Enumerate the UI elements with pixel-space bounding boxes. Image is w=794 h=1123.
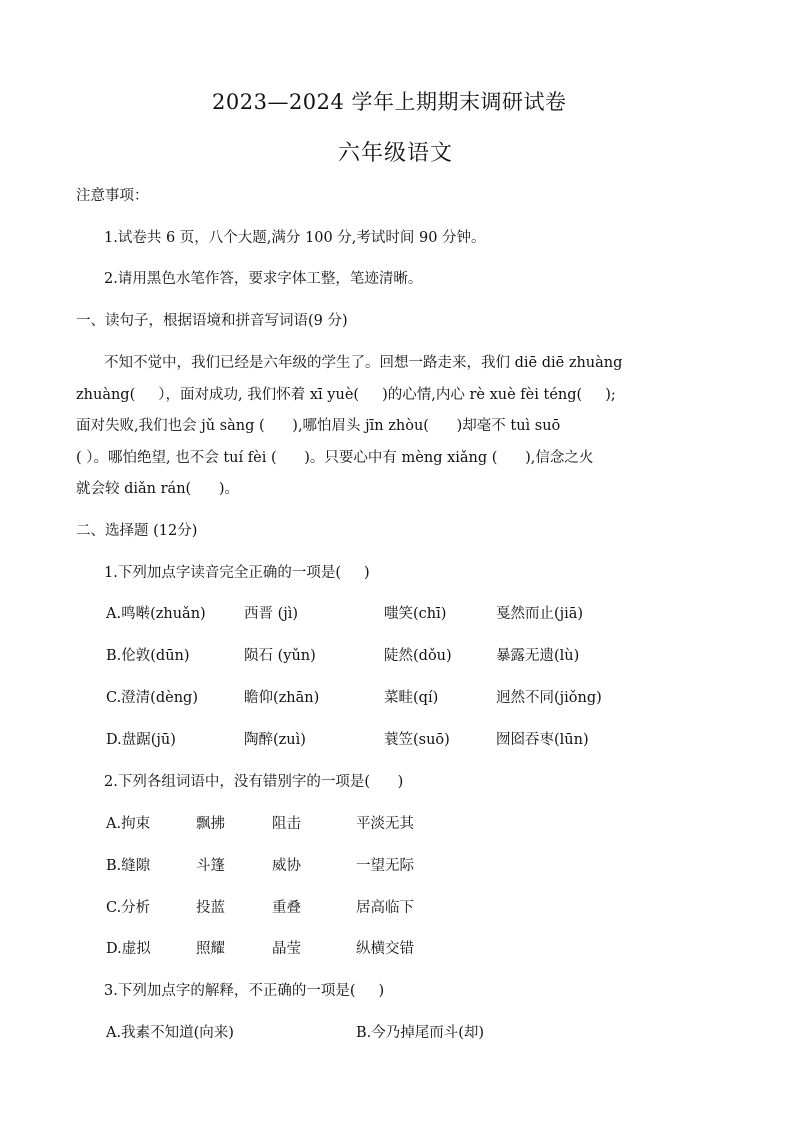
notice-heading: 注意事项： — [76, 188, 149, 204]
option-cell: 西晋 (jì) — [244, 606, 299, 622]
question-stem: 2.下列各组词语中，没有错别字的一项是( ) — [104, 774, 404, 790]
option-cell: 暴露无遗(lù) — [496, 648, 580, 664]
option-cell: 嗤笑(chī) — [384, 606, 447, 622]
option-cell: B.今乃掉尾而斗(却) — [356, 1025, 485, 1041]
option-cell: 居高临下 — [356, 900, 414, 916]
notice-item: 1.试卷共 6 页，八个大题,满分 100 分,考试时间 90 分钟。 — [104, 230, 486, 246]
section-heading: 二、选择题 (12分) — [76, 523, 198, 539]
option-cell: A.我素不知道(向来) — [106, 1025, 234, 1041]
option-cell: 陨石 (yǔn) — [244, 648, 316, 664]
exam-title: 2023—2024 学年上期期末调研试卷 — [212, 90, 567, 114]
option-cell: C.分析 — [106, 900, 151, 916]
option-cell: 飘拂 — [196, 816, 225, 832]
option-cell: 斗篷 — [196, 858, 225, 874]
option-cell: C.澄清(dèng) — [106, 690, 198, 706]
option-cell: A.鸣啭(zhuǎn) — [106, 606, 206, 622]
option-cell: 阻击 — [272, 816, 301, 832]
passage-line: 不知不觉中，我们已经是六年级的学生了。回想一路走来，我们 diē diē zhuàng — [104, 355, 623, 371]
option-cell: 重叠 — [272, 900, 301, 916]
passage-line: zhuàng( ），面对成功, 我们怀着 xī yuè( )的心情,内心 rè xuè fèi téng( ); — [76, 387, 616, 403]
option-cell: 一望无际 — [356, 858, 414, 874]
option-cell: 威协 — [272, 858, 301, 874]
option-cell: 投蓝 — [196, 900, 225, 916]
option-cell: 瞻仰(zhān) — [244, 690, 320, 706]
option-cell: D.虚拟 — [106, 941, 151, 957]
option-cell: 照耀 — [196, 941, 225, 957]
passage-line: 面对失败,我们也会 jǔ sàng ( ),哪怕眉头 jīn zhòu( )却毫不 tuì suō — [76, 418, 561, 434]
question-stem: 1.下列加点字读音完全正确的一项是( ) — [104, 565, 370, 581]
option-cell: 戛然而止(jiā) — [496, 606, 584, 622]
option-cell: A.拘束 — [106, 816, 151, 832]
option-cell: 迥然不同(jiǒng) — [496, 690, 602, 706]
option-cell: 平淡无其 — [356, 816, 414, 832]
option-cell: 晶莹 — [272, 941, 301, 957]
option-cell: B.伦敦(dūn) — [106, 648, 190, 664]
option-cell: 囫囵吞枣(lūn) — [496, 732, 589, 748]
section-heading: 一、读句子，根据语境和拼音写词语(9 分) — [76, 313, 348, 329]
option-cell: 蓑笠(suō) — [384, 732, 450, 748]
passage-line: ( ）。哪怕绝望, 也不会 tuí fèi ( )。只要心中有 mèng xiǎng ( ),信念之火 — [76, 450, 594, 466]
option-cell: D.盘踞(jū) — [106, 732, 176, 748]
option-cell: 陶醉(zuì) — [244, 732, 306, 748]
option-cell: 陡然(dǒu) — [384, 648, 452, 664]
option-cell: B.缝隙 — [106, 858, 151, 874]
question-stem: 3.下列加点字的解释，不正确的一项是( ) — [104, 983, 385, 999]
passage-line: 就会较 diǎn rán( )。 — [76, 481, 240, 497]
option-cell: 菜畦(qí) — [384, 690, 439, 706]
exam-subtitle: 六年级语文 — [338, 141, 454, 166]
notice-item: 2.请用黑色水笔作答，要求字体工整，笔迹清晰。 — [104, 271, 423, 287]
option-cell: 纵横交错 — [356, 941, 414, 957]
